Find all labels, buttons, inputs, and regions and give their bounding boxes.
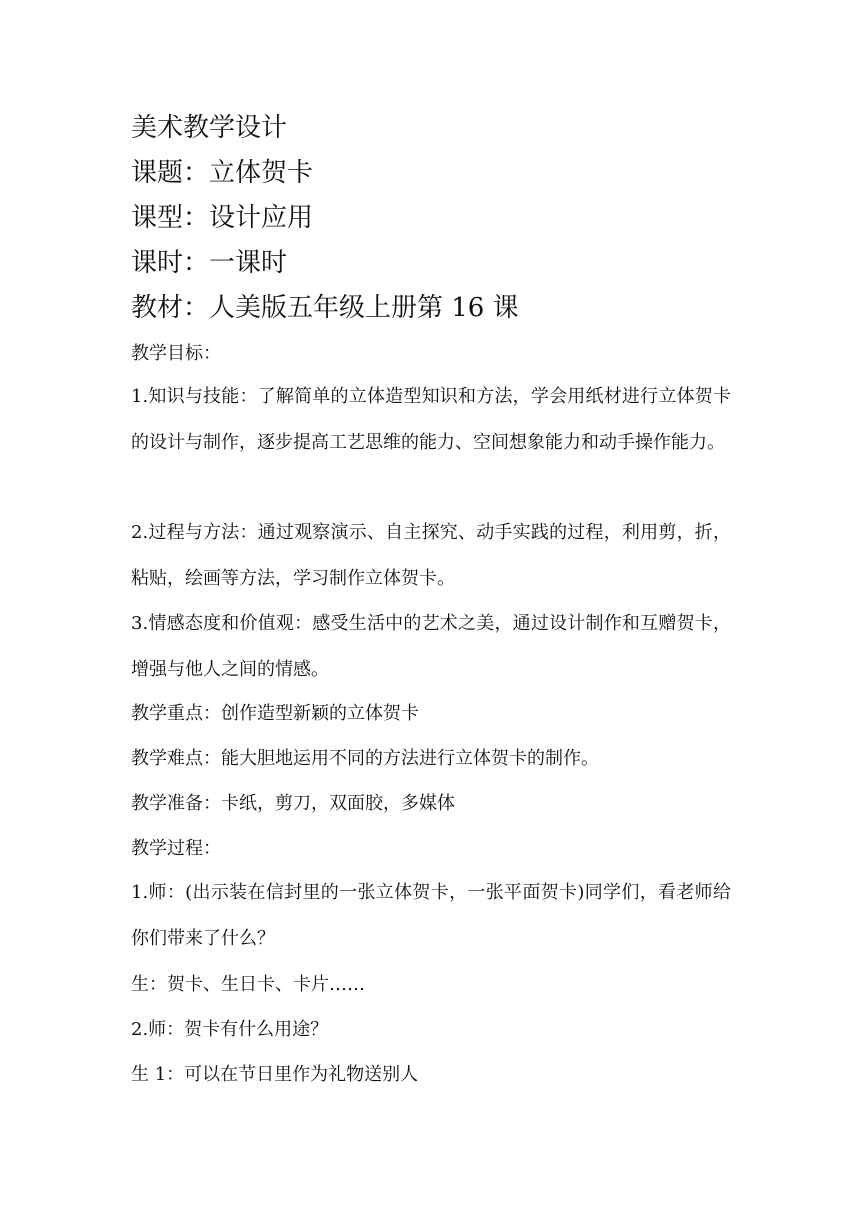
objectives-heading: 教学目标： — [131, 343, 221, 364]
process-heading: 教学过程： — [131, 838, 221, 859]
objective-2: 2.过程与方法：通过观察演示、自主探究、动手实践的过程，利用剪，折，粘贴，绘画等方法，学习制作立体贺卡。 — [131, 522, 731, 589]
lesson-topic: 课题：立体贺卡 — [131, 158, 314, 188]
lesson-textbook: 教材：人美版五年级上册第 16 课 — [131, 293, 519, 323]
lesson-duration: 课时：一课时 — [131, 248, 288, 278]
document-title: 美术教学设计 — [131, 113, 288, 143]
teaching-key-point: 教学重点：创作造型新颖的立体贺卡 — [131, 703, 419, 724]
process-step-1: 1.师：(出示装在信封里的一张立体贺卡，一张平面贺卡)同学们，看老师给你们带来了什么？ — [131, 882, 731, 949]
teaching-preparation: 教学准备：卡纸，剪刀，双面胶，多媒体 — [131, 793, 455, 814]
process-step-2: 2.师：贺卡有什么用途？ — [131, 1019, 329, 1040]
student-answer-1: 生：贺卡、生日卡、卡片…… — [131, 974, 365, 995]
teaching-difficulty: 教学难点：能大胆地运用不同的方法进行立体贺卡的制作。 — [131, 748, 599, 769]
objective-1: 1.知识与技能：了解简单的立体造型知识和方法，学会用纸材进行立体贺卡的设计与制作，逐步提高工艺思维的能力、空间想象能力和动手操作能力。 — [131, 386, 731, 453]
objective-3: 3.情感态度和价值观：感受生活中的艺术之美，通过设计制作和互赠贺卡，增强与他人之间的情感。 — [131, 613, 731, 680]
lesson-type: 课型：设计应用 — [131, 203, 314, 233]
student-answer-2: 生 1：可以在节日里作为礼物送别人 — [131, 1064, 419, 1085]
